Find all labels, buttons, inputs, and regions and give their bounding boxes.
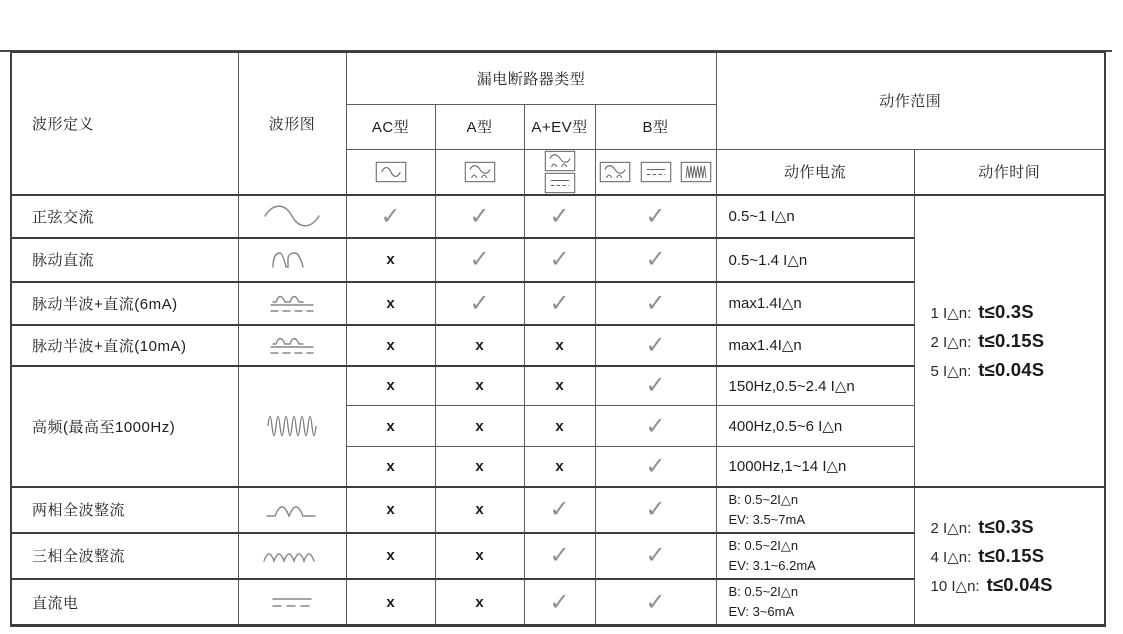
time-value: t≤0.15S: [978, 544, 1045, 566]
mark-cell-ac: x: [346, 579, 435, 626]
mark-cell-aev: x: [524, 447, 595, 487]
mark-cell-a: ✓: [435, 195, 524, 238]
mark-cell-ac: ✓: [346, 195, 435, 238]
current-line-ev: EV: 3~6mA: [728, 604, 795, 620]
action-current-cell: 0.5~1.4 I△n: [716, 238, 914, 282]
sine-humps-box-icon: [464, 161, 496, 183]
action-time-cell-group2: [914, 487, 1105, 626]
waveform-name-cell: 正弦交流: [11, 195, 238, 238]
time-line: [931, 545, 1105, 567]
mark-cell-ac: x: [346, 325, 435, 366]
three-phase-rectified-wave-icon: [261, 547, 323, 565]
mark-cell-b: ✓: [595, 533, 716, 579]
mark-cell-a: x: [435, 447, 524, 487]
halfwave-dc-wave-icon: [266, 290, 318, 316]
highfreq-box-icon: [680, 161, 712, 183]
waveform-name-cell: 脉动直流: [11, 238, 238, 282]
time-value: t≤0.04S: [978, 358, 1045, 380]
time-prefix: 2 I△n:: [930, 519, 972, 537]
mark-cell-ac: x: [346, 238, 435, 282]
time-value: t≤0.3S: [978, 515, 1034, 537]
dc-wave-icon: [266, 593, 318, 611]
mark-cell-b: ✓: [595, 487, 716, 533]
header-action-current: 动作电流: [716, 149, 914, 195]
mark-cell-aev: x: [524, 325, 595, 366]
mark-cell-ac: x: [346, 447, 435, 487]
mark-cell-aev: ✓: [524, 579, 595, 626]
breaker-spec-table: [10, 51, 1106, 627]
mark-cell-a: ✓: [435, 238, 524, 282]
time-line: [931, 574, 1105, 596]
type-icon-cell-aev: [524, 149, 595, 195]
mark-cell-b: ✓: [595, 579, 716, 626]
header-wave-definition: 波形定义: [11, 52, 238, 195]
mark-cell-a: x: [435, 325, 524, 366]
time-prefix: 1 I△n:: [930, 304, 972, 322]
current-line-b: B: 0.5~2I△n: [728, 584, 799, 600]
time-line: [931, 516, 1105, 538]
mark-cell-b: ✓: [595, 282, 716, 325]
waveform-icon-cell: [238, 366, 346, 487]
action-current-cell: [716, 533, 914, 579]
waveform-name-cell: 脉动半波+直流(6mA): [11, 282, 238, 325]
two-phase-rectified-wave-icon: [264, 500, 320, 520]
type-icon-cell-a: [435, 149, 524, 195]
time-prefix: 5 I△n:: [930, 362, 972, 380]
mark-cell-aev: x: [524, 366, 595, 406]
action-current-cell: 400Hz,0.5~6 I△n: [716, 406, 914, 447]
waveform-name-cell: 三相全波整流: [11, 533, 238, 579]
waveform-icon-cell: [238, 282, 346, 325]
mark-cell-a: ✓: [435, 282, 524, 325]
mark-cell-a: x: [435, 406, 524, 447]
mark-cell-ac: x: [346, 487, 435, 533]
mark-cell-a: x: [435, 579, 524, 626]
current-line-b: B: 0.5~2I△n: [728, 537, 799, 553]
header-type-ac: AC型: [346, 104, 435, 149]
mark-cell-aev: ✓: [524, 487, 595, 533]
type-icon-cell-ac: [346, 149, 435, 195]
waveform-icon-cell: [238, 533, 346, 579]
header-breaker-type-group: 漏电断路器类型: [346, 52, 716, 104]
type-icon-cell-b: [595, 149, 716, 195]
waveform-icon-cell: [238, 238, 346, 282]
time-prefix: 10 I△n:: [930, 577, 980, 595]
waveform-name-cell: 高频(最高至1000Hz): [11, 366, 238, 487]
header-type-a: A型: [435, 104, 524, 149]
dc-box-icon: [640, 161, 672, 183]
mark-cell-ac: x: [346, 366, 435, 406]
time-value: t≤0.04S: [986, 573, 1053, 595]
mark-cell-aev: x: [524, 406, 595, 447]
header-wave-diagram: 波形图: [238, 52, 346, 195]
mark-cell-aev: ✓: [524, 282, 595, 325]
waveform-icon-cell: [238, 195, 346, 238]
halfwave-dc-wave-icon: [266, 332, 318, 358]
action-current-cell: 0.5~1 I△n: [716, 195, 914, 238]
action-time-cell-group1: [914, 195, 1105, 487]
mark-cell-ac: x: [346, 406, 435, 447]
time-line: [931, 359, 1105, 381]
action-current-cell: max1.4I△n: [716, 325, 914, 366]
waveform-name-cell: 两相全波整流: [11, 487, 238, 533]
header-action-time: 动作时间: [914, 149, 1105, 195]
current-line-ev: EV: 3.1~6.2mA: [728, 557, 816, 573]
time-value: t≤0.15S: [978, 329, 1045, 351]
time-prefix: 4 I△n:: [930, 548, 972, 566]
mark-cell-b: ✓: [595, 366, 716, 406]
current-line-ev: EV: 3.5~7mA: [728, 511, 805, 527]
mark-cell-ac: x: [346, 282, 435, 325]
waveform-name-cell: 脉动半波+直流(10mA): [11, 325, 238, 366]
current-line-b: B: 0.5~2I△n: [728, 491, 799, 507]
header-type-aev: A+EV型: [524, 104, 595, 149]
mark-cell-b: ✓: [595, 195, 716, 238]
high-frequency-wave-icon: [264, 410, 320, 442]
mark-cell-ac: x: [346, 533, 435, 579]
waveform-name-cell: 直流电: [11, 579, 238, 626]
sine-box-icon: [375, 161, 407, 183]
mark-cell-a: x: [435, 366, 524, 406]
header-type-b: B型: [595, 104, 716, 149]
sine-wave-icon: [261, 205, 323, 227]
mark-cell-b: ✓: [595, 325, 716, 366]
time-line: [931, 330, 1105, 352]
mark-cell-b: ✓: [595, 406, 716, 447]
waveform-icon-cell: [238, 487, 346, 533]
pulsating-dc-wave-icon: [268, 249, 316, 271]
mark-cell-b: ✓: [595, 447, 716, 487]
time-value: t≤0.3S: [978, 300, 1034, 322]
mark-cell-aev: ✓: [524, 195, 595, 238]
time-prefix: 2 I△n:: [930, 333, 972, 351]
sine-humps-box-icon: [544, 150, 576, 172]
mark-cell-a: x: [435, 487, 524, 533]
waveform-icon-cell: [238, 325, 346, 366]
time-line: [931, 301, 1105, 323]
mark-cell-a: x: [435, 533, 524, 579]
mark-cell-aev: ✓: [524, 533, 595, 579]
action-current-cell: [716, 487, 914, 533]
dc-box-icon: [544, 172, 576, 194]
mark-cell-b: ✓: [595, 238, 716, 282]
header-action-range-group: 动作范围: [716, 52, 1105, 149]
mark-cell-aev: ✓: [524, 238, 595, 282]
action-current-cell: 1000Hz,1~14 I△n: [716, 447, 914, 487]
action-current-cell: [716, 579, 914, 626]
sine-humps-box-icon: [599, 161, 631, 183]
action-current-cell: 150Hz,0.5~2.4 I△n: [716, 366, 914, 406]
action-current-cell: max1.4I△n: [716, 282, 914, 325]
waveform-icon-cell: [238, 579, 346, 626]
